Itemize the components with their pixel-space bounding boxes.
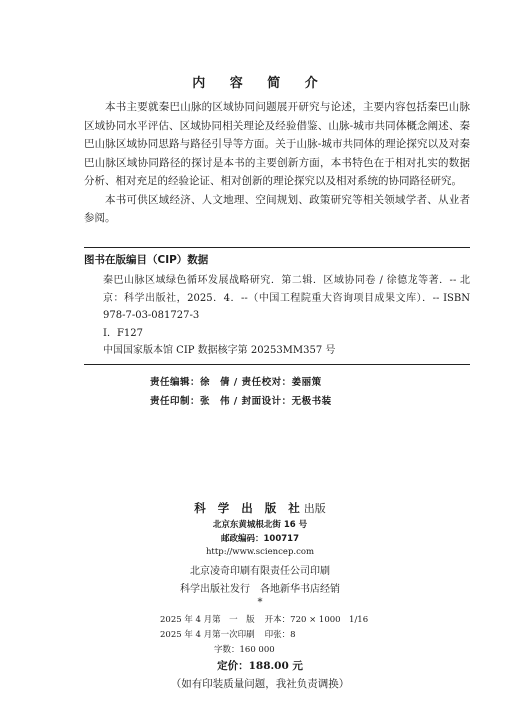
publisher-postcode: 邮政编码：100717: [221, 534, 299, 544]
format-text: 开本：720 × 1000 1/16: [264, 615, 369, 625]
printing-cover-design-line: 责任印制：张 伟 / 封面设计：无极书装: [150, 396, 332, 407]
word-count: 字数：160 000: [214, 645, 275, 655]
quality-notice: （如有印装质量问题，我社负责调换）: [170, 678, 350, 690]
cip-heading: 图书在版编目（CIP）数据: [84, 254, 209, 266]
sheets-text: 印张：8: [264, 630, 296, 640]
summary-paragraph: 本书主要就秦巴山脉的区域协同问题展开研究与论述，主要内容包括秦巴山脉区域协同水平评估、区域协同相关理论及经验借鉴、山脉-城市共同体概念阐述、秦巴山脉区域协同思路与路径引导等方面。关于山脉-城市共同体的理论探究以及对秦巴山脉区域协同路径的探讨是本书的主要创新方面，本书特色在于相对扎实的数据分析、相对充足的经验论证、相对创新的理论探究以及相对系统的协同路径研究。: [84, 101, 470, 187]
publisher-line: [0, 500, 520, 516]
edition-line: [160, 613, 460, 625]
price: 定价：188.00 元: [217, 660, 303, 672]
cip-bottom-rule: [84, 364, 470, 365]
summary-text: [84, 98, 470, 228]
publisher-name: 科 学 出 版 社: [194, 501, 304, 515]
summary-title: 内 容 简 介: [192, 76, 328, 91]
cip-number: 中国国家版本馆 CIP 数据核字第 20253MM357 号: [103, 345, 336, 356]
publisher-suffix: 出版: [303, 502, 326, 515]
cip-record: [103, 272, 470, 360]
edition-text: 2025 年 4 月第 一 版: [160, 615, 255, 625]
separator-star: *: [257, 597, 263, 608]
publisher-url: http://www.sciencep.com: [205, 547, 315, 557]
publisher-address: 北京东黄城根北街 16 号: [212, 520, 308, 530]
printing-text: 2025 年 4 月第一次印刷: [160, 630, 255, 640]
printing-line: [160, 628, 460, 640]
audience-paragraph: 本书可供区域经济、人文地理、空间规划、政策研究等相关领域学者、从业者参阅。: [84, 193, 470, 224]
editor-proofreader-line: 责任编辑：徐 倩 / 责任校对：姜丽策: [150, 377, 322, 388]
cip-classification: Ⅰ．F127: [103, 327, 143, 339]
printer-line: 北京凌奇印刷有限责任公司印刷: [190, 566, 330, 577]
cip-top-rule: [84, 247, 470, 248]
distribution-line: 科学出版社发行 各地新华书店经销: [180, 584, 340, 595]
cip-bibliographic-record: 秦巴山脉区域绿色循环发展战略研究．第二辑．区域协同卷 / 徐德龙等著．-- 北京：科学出版社，2025．4．--（中国工程院重大咨询项目成果文库）．-- ISBN 978-7-03-081727-3: [103, 275, 470, 321]
